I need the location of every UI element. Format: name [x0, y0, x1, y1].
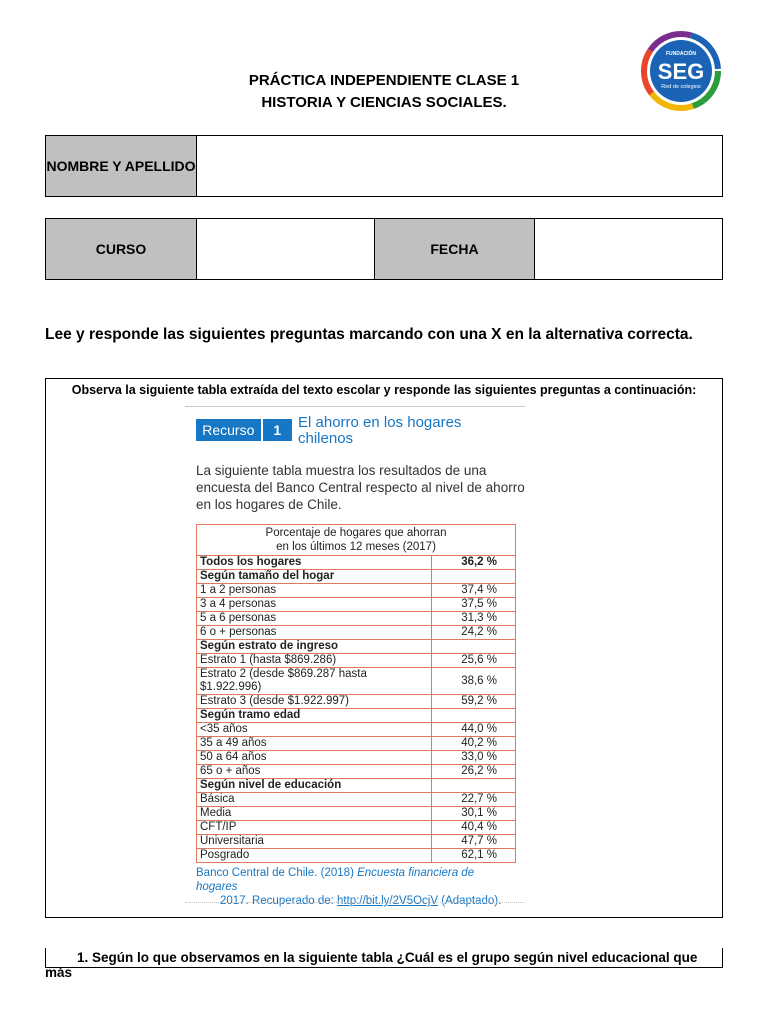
- logo-main-text: SEG: [657, 59, 705, 84]
- row-label: CFT/IP: [197, 821, 432, 835]
- course-label-cell: [45, 218, 197, 280]
- table-header-line2: en los últimos 12 meses (2017): [276, 541, 436, 553]
- source-link[interactable]: http://bit.ly/2V5OcjV: [337, 895, 439, 907]
- row-value: [432, 640, 516, 654]
- row-label: Posgrado: [197, 849, 432, 863]
- source-title: Encuesta financiera de hogares: [196, 867, 475, 893]
- savings-table: [196, 524, 516, 863]
- row-value: 47,7 %: [432, 835, 516, 849]
- logo-ring-icon: [638, 28, 724, 114]
- row-label: Básica: [197, 793, 432, 807]
- row-label: 6 o + personas: [197, 626, 432, 640]
- table-row: [197, 584, 516, 598]
- row-label: Estrato 1 (hasta $869.286): [197, 654, 432, 668]
- table-row: [197, 626, 516, 640]
- row-value: 22,7 %: [432, 793, 516, 807]
- recurso-number: 1: [261, 419, 292, 441]
- table-row: [197, 821, 516, 835]
- row-value: 38,6 %: [432, 668, 516, 695]
- observe-text: Observa la siguiente tabla extraída del texto escolar y responde las siguientes preguntas a continuación:: [71, 383, 697, 397]
- row-label: 35 a 49 años: [197, 737, 432, 751]
- table-row: [197, 640, 516, 654]
- row-label: Todos los hogares: [197, 556, 432, 570]
- top-divider: [185, 406, 525, 407]
- row-label: Según tamaño del hogar: [197, 570, 432, 584]
- recurso-badge: [196, 419, 292, 441]
- table-row: [197, 695, 516, 709]
- row-label: Universitaria: [197, 835, 432, 849]
- row-value: 33,0 %: [432, 751, 516, 765]
- table-row: [197, 849, 516, 863]
- logo-bottom-text: Red de colegios: [661, 84, 701, 90]
- row-value: 24,2 %: [432, 626, 516, 640]
- table-row: [197, 779, 516, 793]
- row-label: Según tramo edad: [197, 709, 432, 723]
- row-value: [432, 709, 516, 723]
- table-row: [197, 751, 516, 765]
- row-value: 31,3 %: [432, 612, 516, 626]
- row-value: [432, 779, 516, 793]
- row-value: 59,2 %: [432, 695, 516, 709]
- table-row: [197, 598, 516, 612]
- table-row: [197, 612, 516, 626]
- row-label: 50 a 64 años: [197, 751, 432, 765]
- recurso-title: El ahorro en los hogares chilenos: [298, 414, 462, 447]
- table-row: [197, 556, 516, 570]
- row-label: Estrato 3 (desde $1.922.997): [197, 695, 432, 709]
- row-value: 62,1 %: [432, 849, 516, 863]
- row-value: 44,0 %: [432, 723, 516, 737]
- row-label: 1 a 2 personas: [197, 584, 432, 598]
- table-row: [197, 668, 516, 695]
- row-label: Según nivel de educación: [197, 779, 432, 793]
- recurso-intro: La siguiente tabla muestra los resultados de una encuesta del Banco Central respecto al nivel de ahorro en los hogares de Chile.: [196, 463, 525, 512]
- table-header: [197, 525, 516, 556]
- name-label-cell: [45, 135, 197, 197]
- date-label: FECHA: [430, 241, 479, 257]
- row-value: 25,6 %: [432, 654, 516, 668]
- table-row: [197, 723, 516, 737]
- table-row: [197, 793, 516, 807]
- row-label: Según estrato de ingreso: [197, 640, 432, 654]
- course-label: CURSO: [95, 241, 147, 257]
- row-label: Media: [197, 807, 432, 821]
- row-value: 26,2 %: [432, 765, 516, 779]
- instruction-text: Lee y responde las siguientes preguntas marcando con una X en la alternativa correcta.: [45, 326, 693, 343]
- course-input-cell[interactable]: [196, 218, 375, 280]
- row-label: 3 a 4 personas: [197, 598, 432, 612]
- row-label: Estrato 2 (desde $869.287 hasta $1.922.996): [197, 668, 432, 695]
- table-row: [197, 654, 516, 668]
- row-value: 36,2 %: [432, 556, 516, 570]
- table-header-row: [197, 525, 516, 556]
- table-row: [197, 807, 516, 821]
- row-value: [432, 570, 516, 584]
- recurso-label: Recurso: [202, 422, 255, 438]
- row-value: 40,4 %: [432, 821, 516, 835]
- question1-label: 1. Según lo que observamos en la siguiente tabla ¿Cuál es el grupo según nivel educacional que más: [45, 950, 698, 980]
- row-label: <35 años: [197, 723, 432, 737]
- table-header-line1: Porcentaje de hogares que ahorran: [265, 527, 447, 539]
- question1-text: [45, 950, 721, 980]
- row-value: 40,2 %: [432, 737, 516, 751]
- row-value: 37,5 %: [432, 598, 516, 612]
- name-input-cell[interactable]: [196, 135, 723, 197]
- source-suffix: (Adaptado).: [441, 895, 502, 907]
- table-row: [197, 765, 516, 779]
- table-row: [197, 570, 516, 584]
- table-row: [197, 737, 516, 751]
- table-row: [197, 709, 516, 723]
- source-prefix: Banco Central de Chile. (2018): [196, 867, 354, 879]
- row-label: 65 o + años: [197, 765, 432, 779]
- page-title-line2: HISTORIA Y CIENCIAS SOCIALES.: [261, 94, 507, 111]
- fundacion-seg-logo: [638, 28, 724, 114]
- row-value: 37,4 %: [432, 584, 516, 598]
- name-label: NOMBRE Y APELLIDO: [46, 158, 196, 174]
- source-line2: 2017. Recuperado de:: [220, 895, 334, 907]
- logo-top-text: FUNDACIÓN: [666, 51, 696, 57]
- bottom-divider: [185, 902, 525, 903]
- row-label: 5 a 6 personas: [197, 612, 432, 626]
- page-title-line1: PRÁCTICA INDEPENDIENTE CLASE 1: [248, 72, 520, 89]
- table-row: [197, 835, 516, 849]
- row-value: 30,1 %: [432, 807, 516, 821]
- date-label-cell: [374, 218, 535, 280]
- date-input-cell[interactable]: [534, 218, 723, 280]
